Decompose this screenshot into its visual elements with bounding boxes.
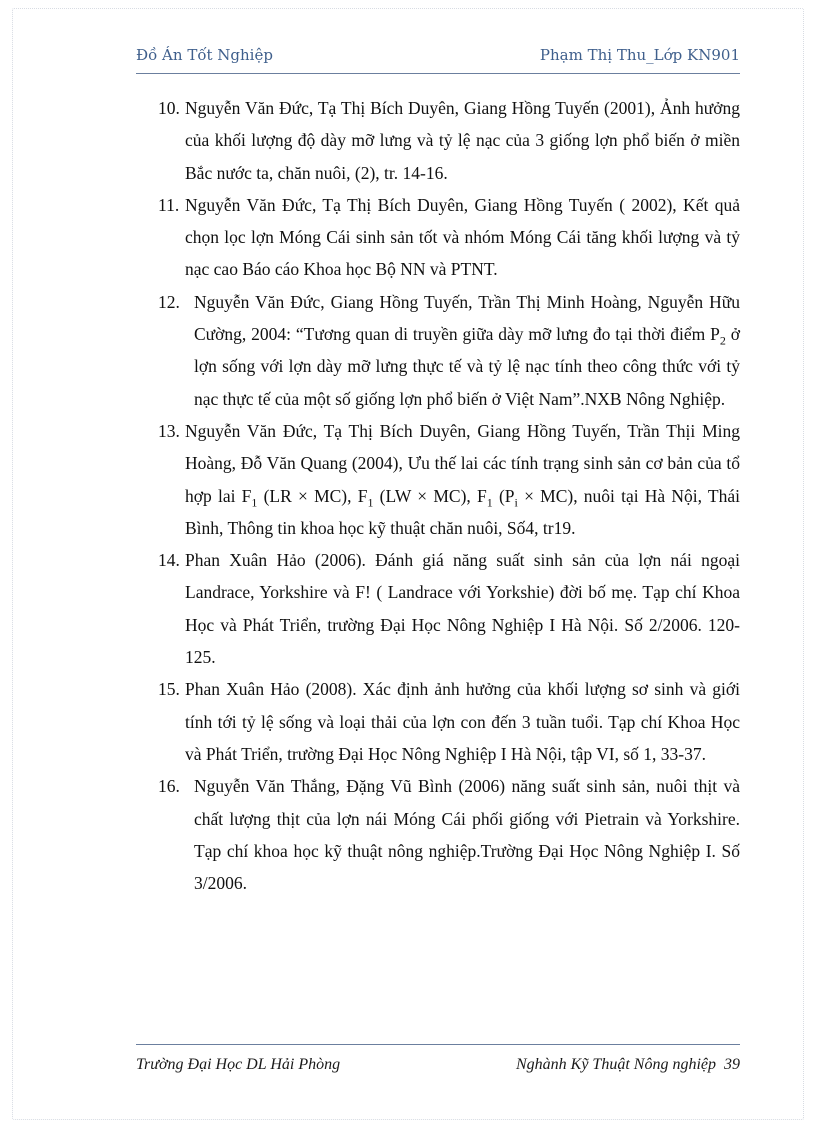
reference-number: 15. <box>158 679 180 700</box>
reference-number: 14. <box>158 550 180 571</box>
reference-item <box>158 770 740 899</box>
reference-number: 12. <box>158 291 180 312</box>
reference-number: 10. <box>158 98 180 118</box>
reference-item <box>158 544 740 673</box>
reference-text: Nguyễn Văn Thắng, Đặng Vũ Bình (2006) năng suất sinh sản, nuôi thịt và chất lượng thịt của lợn nái Móng Cái phối giống với Pietrain và Yorkshire. Tạp chí khoa học kỹ thuật nông nghiệp.Trường Đại Học Nông Nghiệp I. Số 3/2006. <box>194 776 740 894</box>
reference-number: 13. <box>158 420 180 441</box>
reference-list <box>158 92 740 899</box>
reference-number: 16. <box>158 776 180 797</box>
reference-item <box>158 92 740 189</box>
reference-text: Nguyễn Văn Đức, Tạ Thị Bích Duyên, Giang Hồng Tuyến, Trần Thịi Ming Hoàng, Đỗ Văn Quang (2004), Ưu thế lai các tính trạng sinh sản cơ bản của tổ hợp lai $F_1$ (LR × MC), $F_1$ (LW × MC), $F_1$ $(P_i \times MC)$, nuôi tại Hà Nội, Thái Bình, Thông tin khoa học kỹ thuật chăn nuôi, Số4, tr19. <box>185 420 740 538</box>
reference-item <box>158 189 740 286</box>
reference-text: Nguyễn Văn Đức, Giang Hồng Tuyến, Trần Thị Minh Hoàng, Nguyễn Hữu Cường, 2004: “Tương quan di truyền giữa dày mỡ lưng đo tại thời điểm $P_2$ ở lợn sống với lợn dày mỡ lưng thực tế và tỷ lệ nạc tính theo công thức với tỷ nạc thực tế của một số giống lợn phổ biến ở Việt Nam”.NXB Nông Nghiệp. <box>194 291 740 409</box>
reference-text: Nguyễn Văn Đức, Tạ Thị Bích Duyên, Giang Hồng Tuyến (2001), Ảnh hưởng của khối lượng độ dày mỡ lưng và tỷ lệ nạc của 3 giống lợn phổ biến ở miền Bắc nước ta, chăn nuôi, (2), tr. 14-16. <box>185 98 740 183</box>
header-author: Phạm Thị Thu_Lớp KN901 <box>539 46 740 64</box>
reference-item <box>158 415 740 544</box>
footer-divider <box>136 1044 740 1045</box>
page-footer <box>136 1056 740 1078</box>
reference-item <box>158 286 740 415</box>
reference-text: Nguyễn Văn Đức, Tạ Thị Bích Duyên, Giang Hồng Tuyến ( 2002), Kết quả chọn lọc lợn Móng Cái sinh sản tốt và nhóm Móng Cái tăng khối lượng và tỷ nạc cao Báo cáo Khoa học Bộ NN và PTNT. <box>185 194 740 280</box>
reference-text: Phan Xuân Hảo (2008). Xác định ảnh hưởng của khối lượng sơ sinh và giới tính tới tỷ lệ sống và loại thải của lợn con đến 3 tuần tuổi. Tạp chí Khoa Học và Phát Triển, trường Đại Học Nông Nghiệp I Hà Nội, tập VI, số 1, 33-37. <box>185 679 740 764</box>
reference-item <box>158 673 740 770</box>
footer-school: Trường Đại Học DL Hải Phòng <box>136 1056 341 1073</box>
page-number: 39 <box>724 1056 740 1073</box>
header-divider <box>136 73 740 74</box>
header-title: Đồ Án Tốt Nghiệp <box>136 46 273 64</box>
footer-major: Nghành Kỹ Thuật Nông nghiệp 39 <box>515 1056 740 1073</box>
reference-text: Phan Xuân Hảo (2006). Đánh giá năng suất sinh sản của lợn nái ngoại Landrace, Yorkshire và F! ( Landrace với Yorkshie) đời bố mẹ. Tạp chí Khoa Học và Phát Triển, trường Đại Học Nông Nghiệp I Hà Nội. Số 2/2006. 120-125. <box>185 550 740 668</box>
page-header <box>136 46 740 70</box>
reference-number: 11. <box>158 194 180 215</box>
